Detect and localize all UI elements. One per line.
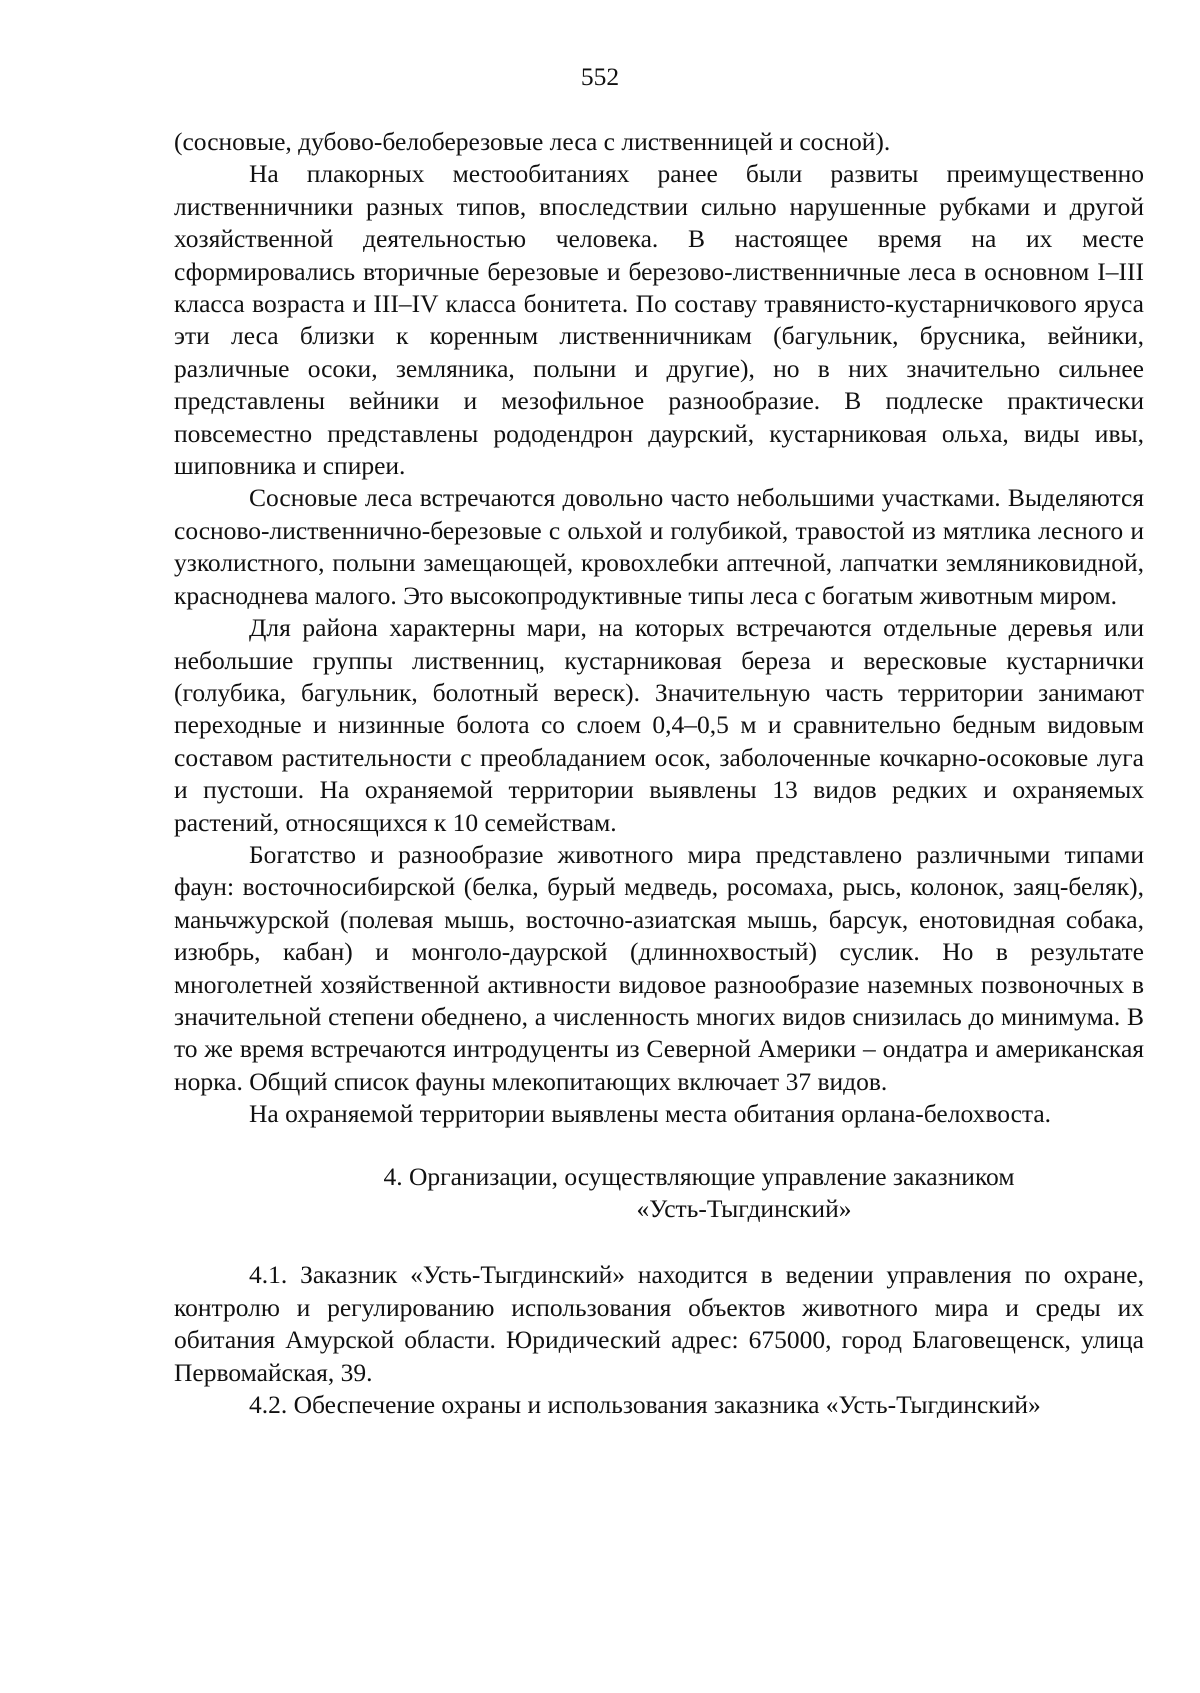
paragraph-fauna: Богатство и разнообразие животного мира представлено различными типами фаун: восточносибирской (белка, бурый медведь, росомаха, рысь, колонок, заяц-беляк), маньчжурской (полевая мышь, восточно-азиатская мышь, барсук, енотовидная собака, изюбрь, кабан) и монголо-даурской (длиннохвостый) суслик. Но в результате многолетней хозяйственной активности видовое разнообразие наземных позвоночных в значительной степени обеднено, а численность многих видов снизилась до минимума. В то же время встречаются интродуценты из Северной Америки – ондатра и американская норка. Общий список фауны млекопитающих включает 37 видов. bbox=[174, 839, 1144, 1096]
paragraph-continuation: (сосновые, дубово-белоберезовые леса с лиственницей и сосной). bbox=[174, 127, 891, 156]
paragraph-eagle-habitat: На охраняемой территории выявлены места обитания орлана-белохвоста. bbox=[249, 1099, 1052, 1129]
section-heading bbox=[174, 1161, 1144, 1226]
section-heading-line-2: «Усть-Тыгдинский» bbox=[636, 1194, 852, 1223]
page-number: 552 bbox=[580, 62, 620, 91]
paragraph-section-4-2: 4.2. Обеспечение охраны и использования заказника «Усть-Тыгдинский» bbox=[249, 1390, 1041, 1420]
paragraph-plakor-habitats: На плакорных местообитаниях ранее были развиты преимущественно лиственничники разных типов, впоследствии сильно нарушенные рубками и другой хозяйственной деятельностью человека. В настоящее время на их месте сформировались вторичные березовые и березово-лиственничные леса в основном I–III класса возраста и III–IV класса бонитета. По составу травянисто-кустарничкового яруса эти леса близки к коренным лиственничникам (багульник, брусника, вейники, различные осоки, земляника, полыни и другие), но в них значительно сильнее представлены вейники и мезофильное разнообразие. В подлеске практически повсеместно представлены рододендрон даурский, кустарниковая ольха, виды ивы, шиповника и спиреи. bbox=[174, 159, 1144, 481]
paragraph-section-4-1: 4.1. Заказник «Усть-Тыгдинский» находится в ведении управления по охране, контролю и регулированию использования объектов животного мира и среды их обитания Амурской области. Юридический адрес: 675000, город Благовещенск, улица Первомайская, 39. bbox=[174, 1260, 1144, 1387]
paragraph-pine-forests: Сосновые леса встречаются довольно часто небольшими участками. Выделяются сосново-лиственнично-березовые с ольхой и голубикой, травостой из мятлика лесного и узколистного, полыни замещающей, кровохлебки аптечной, лапчатки земляниковидной, красноднева малого. Это высокопродуктивные типы леса с богатым животным миром. bbox=[174, 483, 1144, 610]
document-body bbox=[174, 126, 1144, 1421]
section-heading-line-1: 4. Организации, осуществляющие управление заказником bbox=[383, 1161, 1015, 1191]
paragraph-mari-bogs: Для района характерны мари, на которых встречаются отдельные деревья или небольшие группы лиственниц, кустарниковая береза и вересковые кустарнички (голубика, багульник, болотный вереск). Значительную часть территории занимают переходные и низинные болота со слоем 0,4–0,5 м и сравнительно бедным видовым составом растительности с преобладанием осок, заболоченные кочкарно-осоковые луга и пустоши. На охраняемой территории выявлены 13 видов редких и охраняемых растений, относящихся к 10 семействам. bbox=[174, 613, 1144, 837]
